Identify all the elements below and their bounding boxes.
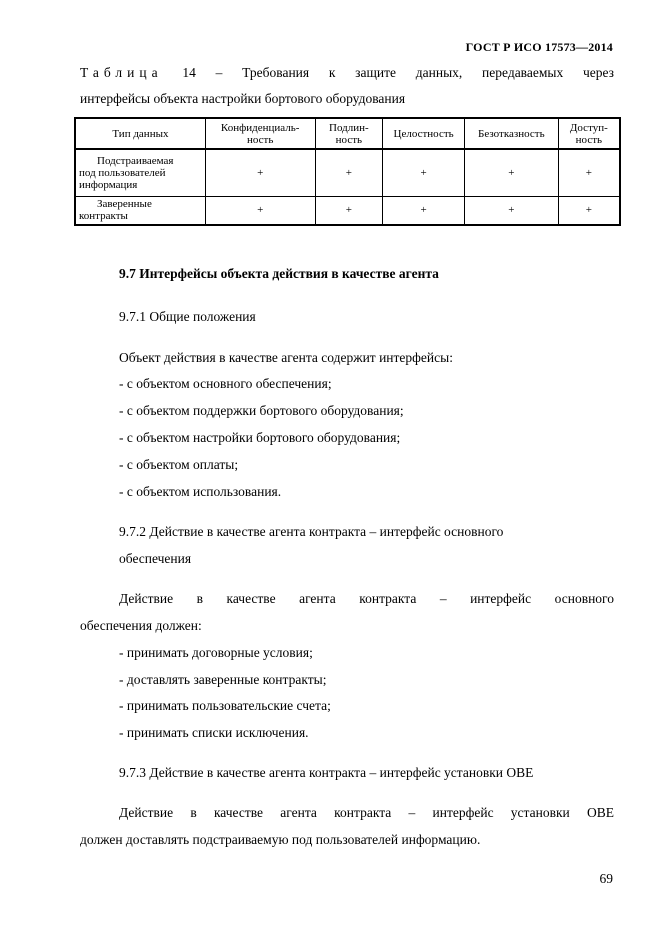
paragraph-9-7-3-line1: Действие в качестве агента контракта – интерфейс установки OBE [119,805,614,820]
header-cell: Тип данных [75,118,205,149]
table-row [75,149,620,196]
section-heading-9-7: 9.7 Интерфейсы объекта действия в качестве агента [119,266,439,281]
list-item: - с объектом оплаты; [119,457,239,472]
header-cell: Доступ- ность [558,118,620,149]
list-item: - с объектом использования. [119,484,282,499]
data-protection-table [74,117,621,226]
list-item: - принимать пользовательские счета; [119,698,331,713]
paragraph-9-7-3-line2: должен доставлять подстраиваемую под пользователей информацию. [80,832,481,847]
table-caption [80,60,614,86]
row-name-cell: Подстраиваемая под пользователей информация [75,149,205,196]
paragraph-9-7-2-line2: обеспечения должен: [80,618,202,633]
row-name-cell: Заверенные контракты [75,196,205,225]
header-cell: Целостность [383,118,465,149]
table-caption-line2: интерфейсы объекта настройки бортового оборудования [80,91,406,106]
paragraph-9-7-2-line1: Действие в качестве агента контракта – интерфейс основного [119,591,614,606]
list-item: - с объектом настройки бортового оборудования; [119,430,401,445]
paragraph-intro: Объект действия в качестве агента содержит интерфейсы: [119,350,453,365]
header-cell: Подлин- ность [315,118,383,149]
table-row [75,196,620,225]
header-cell: Безотказность [464,118,558,149]
list-item: - принимать списки исключения. [119,725,309,740]
table-header-row [75,118,620,149]
table-caption-title: 14 – Требования к защите данных, передаваемых через [182,65,615,80]
value-cell: + [205,149,315,196]
value-cell: + [558,149,620,196]
value-cell: + [315,149,383,196]
subsection-heading-9-7-1: 9.7.1 Общие положения [119,309,256,324]
table-caption-label: Таблица [80,65,163,80]
subsection-heading-9-7-3: 9.7.3 Действие в качестве агента контракта – интерфейс установки OBE [119,765,534,780]
subsection-heading-9-7-2: 9.7.2 Действие в качестве агента контракта – интерфейс основного [119,524,504,539]
value-cell: + [315,196,383,225]
value-cell: + [464,149,558,196]
list-item: - доставлять заверенные контракты; [119,672,327,687]
value-cell: + [383,149,465,196]
value-cell: + [558,196,620,225]
list-item: - с объектом основного обеспечения; [119,376,332,391]
value-cell: + [205,196,315,225]
list-item: - принимать договорные условия; [119,645,313,660]
value-cell: + [464,196,558,225]
list-item: - с объектом поддержки бортового оборудования; [119,403,404,418]
value-cell: + [383,196,465,225]
document-header: ГОСТ Р ИСО 17573—2014 [465,40,613,54]
header-cell: Конфиденциаль- ность [205,118,315,149]
subsection-heading-9-7-2-cont: обеспечения [119,551,192,566]
page-number: 69 [599,871,613,886]
